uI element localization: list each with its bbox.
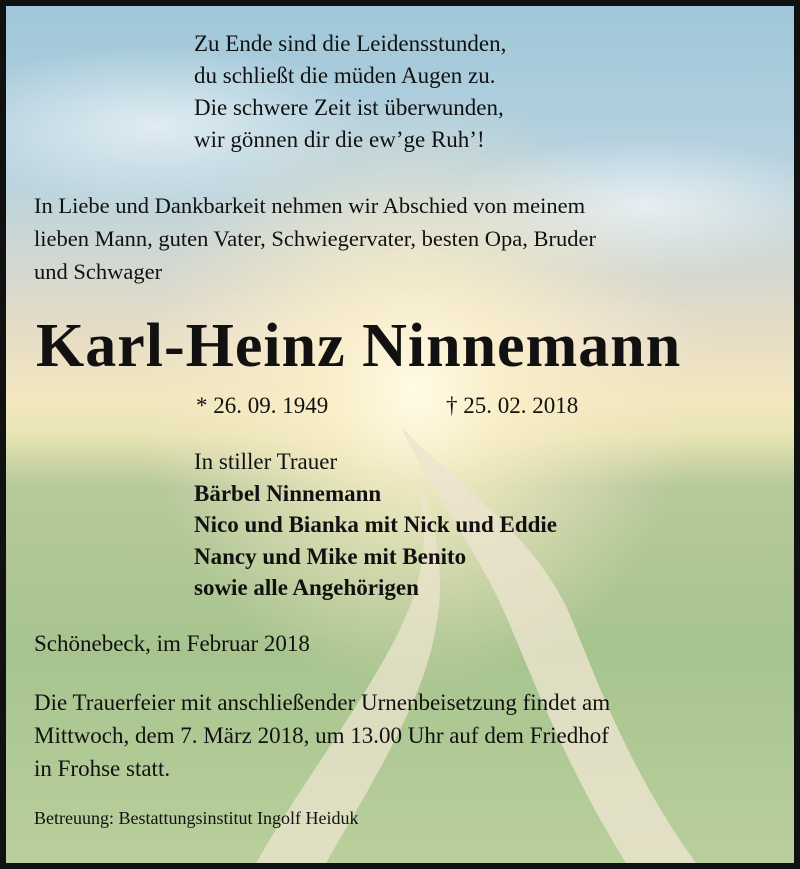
- poem-line: Zu Ende sind die Leidensstunden,: [194, 31, 507, 56]
- funeral-service-info: [34, 686, 610, 785]
- birth-date: * 26. 09. 1949: [196, 393, 329, 418]
- mourner-name: Bärbel Ninnemann: [194, 480, 382, 506]
- deceased-name: Karl-Heinz Ninnemann: [36, 312, 682, 380]
- poem-line: du schließt die müden Augen zu.: [194, 63, 496, 88]
- intro-line: und Schwager: [34, 259, 163, 284]
- mourners-block: [194, 446, 557, 604]
- place-date: Schönebeck, im Februar 2018: [34, 631, 310, 656]
- death-date: † 25. 02. 2018: [446, 393, 579, 418]
- intro-text: [34, 189, 596, 288]
- service-line: Mittwoch, dem 7. März 2018, um 13.00 Uhr auf dem Friedhof: [34, 723, 609, 748]
- intro-line: lieben Mann, guten Vater, Schwiegervater, besten Opa, Bruder: [34, 226, 596, 251]
- service-line: Die Trauerfeier mit anschließender Urnenbeisetzung findet am: [34, 690, 611, 715]
- poem: [194, 28, 506, 156]
- mourner-name: Nancy und Mike mit Benito: [194, 543, 467, 569]
- mourners-heading: In stiller Trauer: [194, 449, 338, 474]
- funeral-home-credit: Betreuung: Bestattungsinstitut Ingolf Heiduk: [34, 808, 359, 828]
- poem-line: Die schwere Zeit ist überwunden,: [194, 95, 504, 120]
- poem-line: wir gönnen dir die ew’ge Ruh’!: [194, 127, 485, 152]
- mourner-name: sowie alle Angehörigen: [194, 575, 419, 600]
- intro-line: In Liebe und Dankbarkeit nehmen wir Abschied von meinem: [34, 193, 586, 218]
- service-line: in Frohse statt.: [34, 756, 171, 781]
- mourner-name: Nico und Bianka mit Nick und Eddie: [194, 512, 558, 537]
